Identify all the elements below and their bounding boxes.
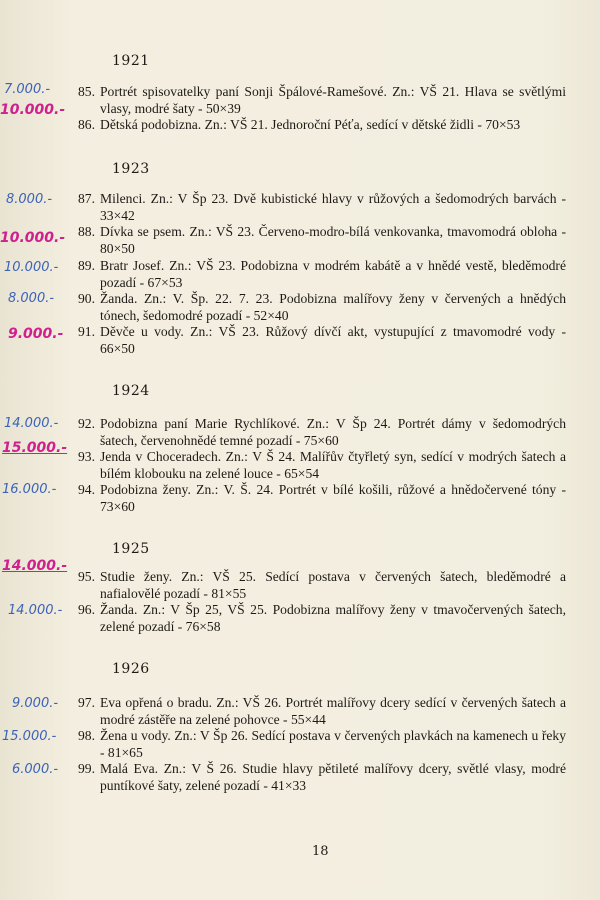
entry-number: 90. [78, 291, 95, 306]
entry-number: 98. [78, 728, 95, 743]
entry-text: Studie ženy. Zn.: VŠ 25. Sedící postava v červených šatech, bleděmodré a nafialovělé pozadí - 81×55 [100, 569, 566, 601]
catalog-entry [78, 191, 566, 224]
entry-number: 91. [78, 324, 95, 339]
entry-text: Podobizna ženy. Zn.: V. Š. 24. Portrét v bílé košili, růžové a hnědočervené tóny - 73×60 [100, 482, 566, 514]
handwritten-price: 16.000.- [2, 482, 57, 497]
entry-number: 93. [78, 449, 95, 464]
handwritten-price: 14.000.- [2, 558, 68, 574]
catalog-entry [78, 224, 566, 257]
catalog-entry [78, 482, 566, 515]
entry-number: 97. [78, 695, 95, 710]
entry-number: 87. [78, 191, 95, 206]
entry-number: 86. [78, 117, 95, 132]
catalog-entry [78, 569, 566, 602]
handwritten-price: 15.000.- [2, 440, 68, 456]
year-heading: 1925 [112, 541, 150, 557]
handwritten-price: 10.000.- [0, 102, 66, 118]
handwritten-price: 14.000.- [8, 603, 63, 618]
entry-text: Dívka se psem. Zn.: VŠ 23. Červeno-modro-bílá venkovanka, tmavomodrá obloha - 80×50 [100, 224, 566, 256]
entry-text: Portrét spisovatelky paní Sonji Špálové-Ramešové. Zn.: VŠ 21. Hlava se světlými vlasy, modré šaty - 50×39 [100, 84, 566, 116]
catalog-entry [78, 449, 566, 482]
catalog-entry [78, 728, 566, 761]
entry-text: Žena u vody. Zn.: V Šp 26. Sedící postava v červených plavkách na kamenech u řeky - 81×65 [100, 728, 566, 760]
entry-number: 95. [78, 569, 95, 584]
handwritten-price: 10.000.- [4, 260, 59, 275]
entry-text: Děvče u vody. Zn.: VŠ 23. Růžový dívčí akt, vystupující z tmavomodré vody - 66×50 [100, 324, 566, 356]
handwritten-price: 8.000.- [8, 291, 55, 306]
handwritten-price: 14.000.- [4, 416, 59, 431]
entry-number: 94. [78, 482, 95, 497]
catalog-entry [78, 761, 566, 794]
handwritten-price: 9.000.- [8, 326, 64, 342]
catalog-entry [78, 117, 566, 134]
entry-text: Dětská podobizna. Zn.: VŠ 21. Jednoroční Péťa, sedící v dětské židli - 70×53 [100, 117, 521, 132]
year-heading: 1926 [112, 661, 150, 677]
entry-number: 99. [78, 761, 95, 776]
page-number: 18 [312, 844, 329, 859]
catalog-entry [78, 258, 566, 291]
entry-number: 89. [78, 258, 95, 273]
entry-text: Malá Eva. Zn.: V Š 26. Studie hlavy pětileté malířovy dcery, světlé vlasy, modré puntíkové šaty, zelené pozadí - 41×33 [100, 761, 566, 793]
handwritten-price: 8.000.- [6, 192, 53, 207]
year-heading: 1921 [112, 53, 150, 69]
handwritten-price: 7.000.- [4, 82, 51, 97]
catalog-entry [78, 84, 566, 117]
entry-text: Žanda. Zn.: V. Šp. 22. 7. 23. Podobizna malířovy ženy v červených a hnědých tónech, šedomodré pozadí - 52×40 [100, 291, 566, 323]
handwritten-price: 6.000.- [12, 762, 59, 777]
catalog-entry [78, 291, 566, 324]
year-heading: 1923 [112, 161, 150, 177]
handwritten-price: 10.000.- [0, 230, 66, 246]
entry-text: Milenci. Zn.: V Šp 23. Dvě kubistické hlavy v růžových a šedomodrých barvách - 33×42 [100, 191, 566, 223]
entry-text: Eva opřená o bradu. Zn.: VŠ 26. Portrét malířovy dcery sedící v červených šatech a modré zástěře na zelené pohovce - 55×44 [100, 695, 566, 727]
entry-text: Podobizna paní Marie Rychlíkové. Zn.: V Šp 24. Portrét dámy v šedomodrých šatech, červenohnědé temné pozadí - 75×60 [100, 416, 566, 448]
entry-text: Bratr Josef. Zn.: VŠ 23. Podobizna v modrém kabátě a v hnědé vestě, bleděmodré pozadí - 67×53 [100, 258, 566, 290]
year-heading: 1924 [112, 383, 150, 399]
catalog-entry [78, 695, 566, 728]
handwritten-price: 9.000.- [12, 696, 59, 711]
entry-number: 96. [78, 602, 95, 617]
entry-text: Jenda v Choceradech. Zn.: V Š 24. Malířův čtyřletý syn, sedící v modrých šatech a bílém klobouku na zelené louce - 65×54 [100, 449, 566, 481]
entry-number: 88. [78, 224, 95, 239]
entry-number: 92. [78, 416, 95, 431]
catalog-entry [78, 416, 566, 449]
entry-text: Žanda. Zn.: V Šp 25, VŠ 25. Podobizna malířovy ženy v tmavočervených šatech, zelené pozadí - 76×58 [100, 602, 566, 634]
handwritten-price: 15.000.- [2, 729, 57, 744]
catalog-entry [78, 602, 566, 635]
entry-number: 85. [78, 84, 95, 99]
catalog-entry [78, 324, 566, 357]
